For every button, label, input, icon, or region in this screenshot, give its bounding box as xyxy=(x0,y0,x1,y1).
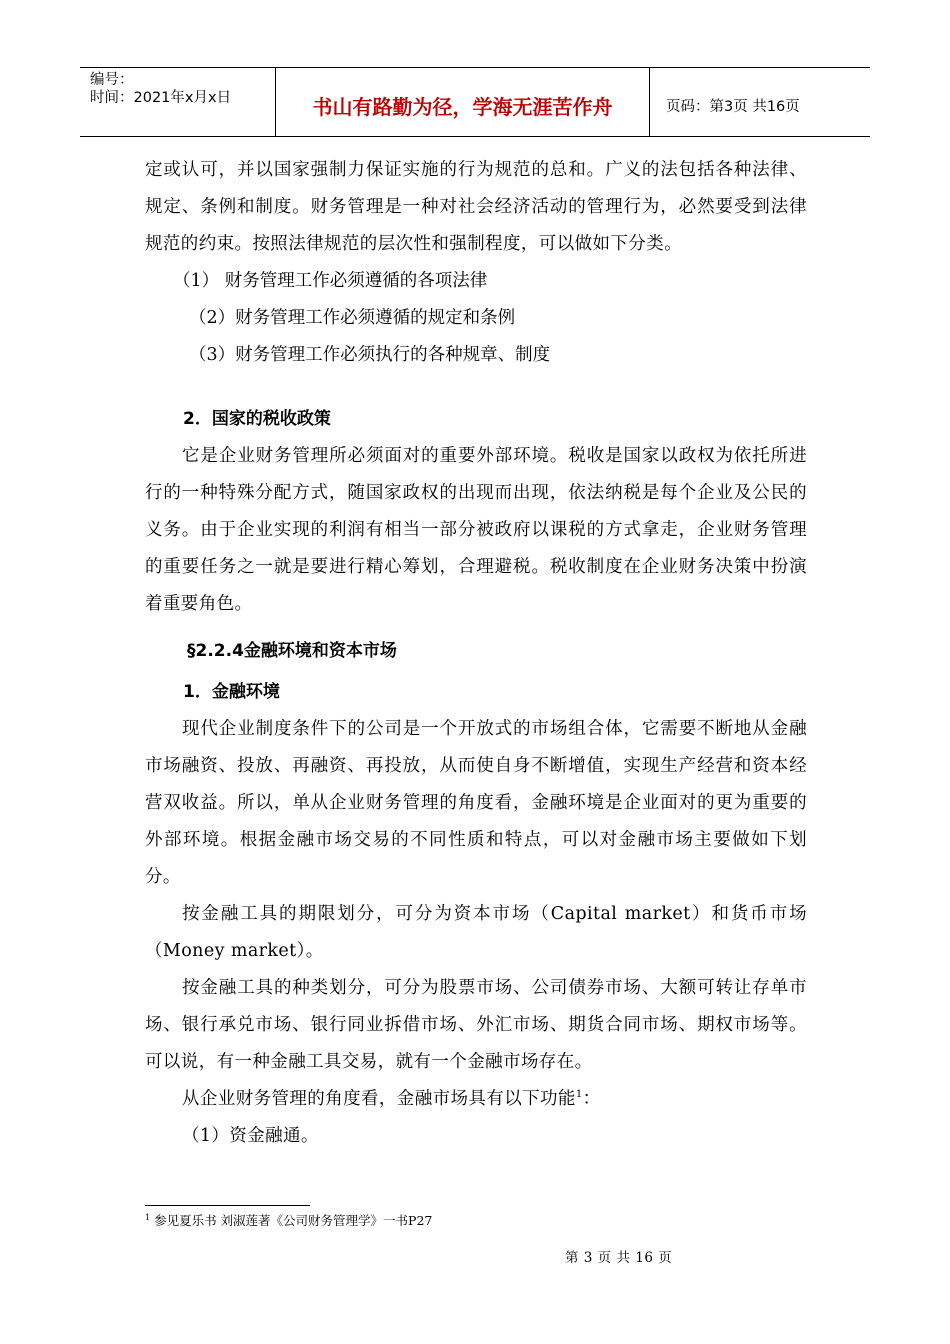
footnote-reference[interactable]: 1 xyxy=(575,1089,583,1101)
page-number: 第 3 页 共 16 页 xyxy=(565,1250,673,1266)
heading-financial-environment: 1．金融环境 xyxy=(183,682,280,702)
list-item-3: （3）财务管理工作必须执行的各种规章、制度 xyxy=(189,345,551,365)
footnote-text: 参见夏乐书 刘淑莲著《公司财务管理学》一书P27 xyxy=(150,1213,433,1228)
list-item-1: （1） 财务管理工作必须遵循的各项法律 xyxy=(173,271,488,291)
functions-colon: ： xyxy=(582,1089,601,1109)
header-motto: 书山有路勤为径，学海无涯苦作舟 xyxy=(275,68,650,136)
page-body xyxy=(145,152,807,1155)
code-label: 编号： xyxy=(90,72,134,88)
header-page-info: 页码：第3页 共16页 xyxy=(666,98,800,115)
time-label: 时间：2021年x月x日 xyxy=(90,90,232,106)
paragraph-law: 定或认可，并以国家强制力保证实施的行为规范的总和。广义的法包括各种法律、规定、条例和制度。财务管理是一种对社会经济活动的管理行为，必然要受到法律规范的约束。按照法律规范的层次性和强制程度，可以做如下分类。 xyxy=(145,160,807,254)
paragraph-functions xyxy=(145,1081,807,1118)
paragraph-type-division: 按金融工具的种类划分，可分为股票市场、公司债券市场、大额可转让存单市场、银行承兑市场、银行同业拆借市场、外汇市场、期货合同市场、期权市场等。可以说，有一种金融工具交易，就有一个金融市场存在。 xyxy=(145,978,807,1072)
paragraph-fund-financing: （1）资金融通。 xyxy=(182,1126,319,1146)
heading-tax-policy: 2．国家的税收政策 xyxy=(183,409,331,429)
header-meta xyxy=(80,68,275,136)
list-item-2: （2）财务管理工作必须遵循的规定和条例 xyxy=(189,308,516,328)
paragraph-tax: 它是企业财务管理所必须面对的重要外部环境。税收是国家以政权为依托所进行的一种特殊分配方式，随国家政权的出现而出现，依法纳税是每个企业及公民的义务。由于企业实现的利润有相当一部分被政府以课税的方式拿走，企业财务管理的重要任务之一就是要进行精心筹划，合理避税。税收制度在企业财务决策中扮演着重要角色。 xyxy=(145,446,807,614)
footnote-separator xyxy=(145,1205,310,1206)
document-header xyxy=(80,67,870,137)
functions-text: 从企业财务管理的角度看，金融市场具有以下功能 xyxy=(182,1089,576,1109)
section-title-finance: §2.2.4金融环境和资本市场 xyxy=(187,641,397,661)
footnote-mark: 1 xyxy=(145,1212,151,1222)
paragraph-term-division: 按金融工具的期限划分，可分为资本市场（Capital market）和货币市场（Money market）。 xyxy=(145,904,807,961)
paragraph-financial-env: 现代企业制度条件下的公司是一个开放式的市场组合体，它需要不断地从金融市场融资、投放、再融资、再投放，从而使自身不断增值，实现生产经营和资本经营双收益。所以，单从企业财务管理的角度看，金融环境是企业面对的更为重要的外部环境。根据金融市场交易的不同性质和特点，可以对金融市场主要做如下划分。 xyxy=(145,719,807,887)
footnote xyxy=(145,1211,432,1229)
